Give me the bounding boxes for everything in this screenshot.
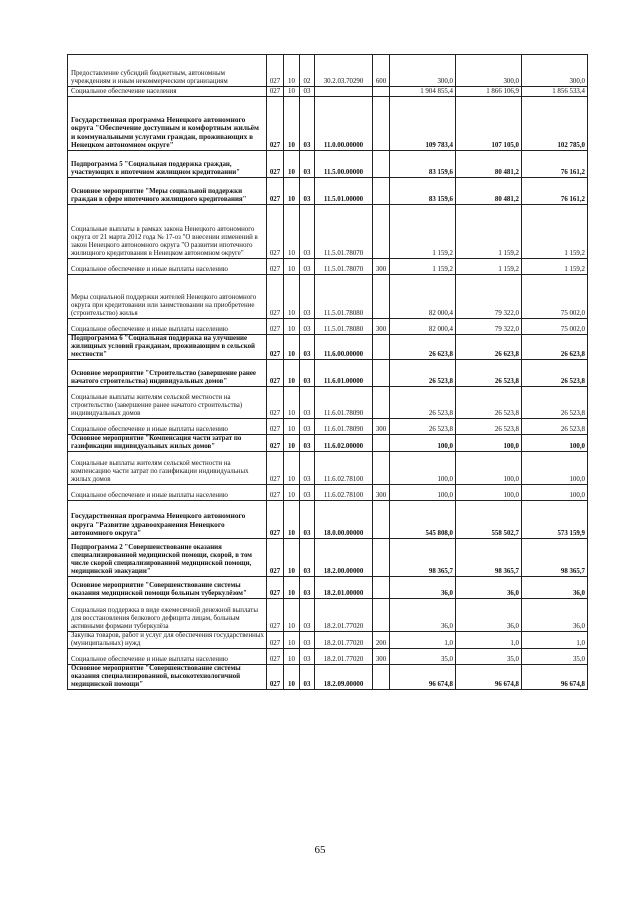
code-target-article: 11.6.01.78090 — [315, 387, 373, 419]
amount-year-2: 26 523,8 — [456, 387, 522, 419]
budget-line-name: Государственная программа Ненецкого автономного округа "Обеспечение доступным и комфортным жильём и коммунальными услугами граждан, проживающих в Ненецком автономном округе" — [68, 97, 267, 151]
budget-line-name: Основное мероприятие "Строительство (завершение ранее начатого строительства) индивидуальных домов" — [68, 360, 267, 387]
budget-line-name: Социальное обеспечение населения — [68, 87, 267, 97]
budget-line-name: Подпрограмма 2 "Совершенствование оказания специализированной медицинской помощи, скорой, в том числе скорой специализированной медицинской помощи, медицинской эвакуации" — [68, 539, 267, 577]
amount-year-1: 26 523,8 — [390, 387, 456, 419]
code-grbs: 027 — [267, 577, 284, 599]
code-grbs: 027 — [267, 452, 284, 485]
table-row — [68, 485, 588, 501]
code-target-article: 11.6.02.00000 — [315, 435, 373, 452]
code-section: 10 — [284, 205, 300, 259]
code-expense-type — [373, 435, 390, 452]
code-target-article: 18.2.01.77020 — [315, 632, 373, 649]
code-subsection: 03 — [300, 419, 315, 435]
code-expense-type: 300 — [373, 649, 390, 665]
amount-year-3: 35,0 — [522, 649, 588, 665]
table-row — [68, 599, 588, 632]
code-grbs: 027 — [267, 87, 284, 97]
code-target-article: 18.2.00.00000 — [315, 539, 373, 577]
code-subsection: 03 — [300, 452, 315, 485]
amount-year-3: 26 623,8 — [522, 335, 588, 360]
amount-year-3: 102 785,0 — [522, 97, 588, 151]
code-subsection: 03 — [300, 665, 315, 690]
amount-year-2: 80 481,2 — [456, 178, 522, 205]
code-section: 10 — [284, 665, 300, 690]
code-subsection: 03 — [300, 632, 315, 649]
code-expense-type — [373, 577, 390, 599]
amount-year-1: 82 000,4 — [390, 319, 456, 335]
budget-line-name: Основное мероприятие "Меры социальной поддержки граждан в сфере ипотечного жилищного кредитования" — [68, 178, 267, 205]
amount-year-2: 1 159,2 — [456, 259, 522, 275]
budget-line-name: Социальное обеспечение и иные выплаты населению — [68, 649, 267, 665]
amount-year-3: 98 365,7 — [522, 539, 588, 577]
code-subsection: 03 — [300, 360, 315, 387]
amount-year-2: 80 481,2 — [456, 151, 522, 178]
code-grbs: 027 — [267, 97, 284, 151]
amount-year-1: 109 783,4 — [390, 97, 456, 151]
code-section: 10 — [284, 452, 300, 485]
code-section: 10 — [284, 435, 300, 452]
code-grbs: 027 — [267, 485, 284, 501]
amount-year-1: 26 623,8 — [390, 335, 456, 360]
code-grbs: 027 — [267, 275, 284, 319]
budget-line-name: Социальные выплаты жителям сельской местности на строительство (завершение ранее начатого строительства) индивидуальных домов — [68, 387, 267, 419]
code-expense-type — [373, 360, 390, 387]
amount-year-3: 36,0 — [522, 577, 588, 599]
code-subsection: 03 — [300, 435, 315, 452]
table-row — [68, 539, 588, 577]
code-subsection: 03 — [300, 335, 315, 360]
code-target-article: 30.2.03.70290 — [315, 55, 373, 87]
code-section: 10 — [284, 360, 300, 387]
code-grbs: 027 — [267, 178, 284, 205]
code-section: 10 — [284, 577, 300, 599]
code-target-article: 18.2.09.00000 — [315, 665, 373, 690]
code-target-article: 18.2.01.77020 — [315, 649, 373, 665]
amount-year-1: 300,0 — [390, 55, 456, 87]
amount-year-3: 100,0 — [522, 485, 588, 501]
table-row — [68, 501, 588, 539]
code-section: 10 — [284, 55, 300, 87]
table-row — [68, 360, 588, 387]
code-expense-type — [373, 452, 390, 485]
page-number: 65 — [314, 844, 326, 856]
code-subsection: 03 — [300, 205, 315, 259]
amount-year-3: 26 523,8 — [522, 419, 588, 435]
amount-year-1: 1,0 — [390, 632, 456, 649]
code-subsection: 03 — [300, 485, 315, 501]
amount-year-3: 300,0 — [522, 55, 588, 87]
budget-line-name: Социальные выплаты в рамках закона Ненецкого автономного округа от 21 марта 2012 года № 17-оз "О внесении изменений в закон Ненецкого автономного округа "О развитии ипотечного жилищного кредитования в Ненецком автономном округе" — [68, 205, 267, 259]
code-grbs: 027 — [267, 360, 284, 387]
code-subsection: 03 — [300, 151, 315, 178]
budget-table-body — [68, 55, 588, 690]
code-subsection: 02 — [300, 55, 315, 87]
amount-year-1: 545 808,0 — [390, 501, 456, 539]
amount-year-2: 1 866 106,9 — [456, 87, 522, 97]
amount-year-2: 96 674,8 — [456, 665, 522, 690]
code-expense-type — [373, 275, 390, 319]
amount-year-2: 26 523,8 — [456, 360, 522, 387]
table-row — [68, 87, 588, 97]
budget-line-name: Закупка товаров, работ и услуг для обеспечения государственных (муниципальных) нужд — [68, 632, 267, 649]
budget-line-name: Подпрограмма 5 "Социальная поддержка граждан, участвующих в ипотечном жилищном кредитовании" — [68, 151, 267, 178]
budget-line-name: Социальное обеспечение и иные выплаты населению — [68, 419, 267, 435]
budget-line-name: Предоставление субсидий бюджетным, автономным учреждениям и иным некоммерческим организациям — [68, 55, 267, 87]
code-subsection: 03 — [300, 387, 315, 419]
table-row — [68, 319, 588, 335]
amount-year-2: 26 523,8 — [456, 419, 522, 435]
amount-year-1: 100,0 — [390, 435, 456, 452]
amount-year-1: 82 000,4 — [390, 275, 456, 319]
code-target-article: 11.5.01.78070 — [315, 259, 373, 275]
code-subsection: 03 — [300, 649, 315, 665]
code-expense-type: 300 — [373, 259, 390, 275]
amount-year-3: 76 161,2 — [522, 151, 588, 178]
code-grbs: 027 — [267, 632, 284, 649]
amount-year-2: 36,0 — [456, 577, 522, 599]
code-expense-type — [373, 665, 390, 690]
table-row — [68, 259, 588, 275]
table-row — [68, 435, 588, 452]
code-grbs: 027 — [267, 649, 284, 665]
code-expense-type — [373, 178, 390, 205]
amount-year-3: 573 159,9 — [522, 501, 588, 539]
table-row — [68, 649, 588, 665]
amount-year-1: 36,0 — [390, 577, 456, 599]
code-grbs: 027 — [267, 55, 284, 87]
code-target-article: 11.5.00.00000 — [315, 151, 373, 178]
code-subsection: 03 — [300, 178, 315, 205]
code-expense-type — [373, 205, 390, 259]
code-grbs: 027 — [267, 151, 284, 178]
code-subsection: 03 — [300, 539, 315, 577]
code-subsection: 03 — [300, 501, 315, 539]
budget-table — [67, 54, 588, 690]
code-expense-type: 600 — [373, 55, 390, 87]
code-section: 10 — [284, 178, 300, 205]
amount-year-2: 98 365,7 — [456, 539, 522, 577]
amount-year-3: 96 674,8 — [522, 665, 588, 690]
amount-year-1: 96 674,8 — [390, 665, 456, 690]
amount-year-3: 1 856 533,4 — [522, 87, 588, 97]
code-subsection: 03 — [300, 97, 315, 151]
code-target-article: 11.6.02.78100 — [315, 485, 373, 501]
code-grbs: 027 — [267, 419, 284, 435]
code-target-article: 18.2.01.00000 — [315, 577, 373, 599]
code-target-article: 11.6.01.78090 — [315, 419, 373, 435]
code-section: 10 — [284, 539, 300, 577]
amount-year-2: 300,0 — [456, 55, 522, 87]
code-section: 10 — [284, 151, 300, 178]
amount-year-2: 100,0 — [456, 452, 522, 485]
amount-year-2: 107 105,0 — [456, 97, 522, 151]
code-expense-type: 300 — [373, 419, 390, 435]
code-target-article: 11.5.01.78080 — [315, 275, 373, 319]
amount-year-2: 558 502,7 — [456, 501, 522, 539]
amount-year-2: 1,0 — [456, 632, 522, 649]
table-row — [68, 419, 588, 435]
amount-year-3: 1,0 — [522, 632, 588, 649]
amount-year-3: 100,0 — [522, 435, 588, 452]
table-row — [68, 205, 588, 259]
amount-year-2: 35,0 — [456, 649, 522, 665]
amount-year-1: 35,0 — [390, 649, 456, 665]
amount-year-2: 36,0 — [456, 599, 522, 632]
amount-year-1: 1 159,2 — [390, 259, 456, 275]
code-target-article: 11.5.01.78070 — [315, 205, 373, 259]
amount-year-3: 1 159,2 — [522, 205, 588, 259]
code-subsection: 03 — [300, 577, 315, 599]
code-grbs: 027 — [267, 435, 284, 452]
budget-line-name: Меры социальной поддержки жителей Ненецкого автономного округа при кредитовании или заимствовании на приобретение (строительство) жилья — [68, 275, 267, 319]
amount-year-3: 26 523,8 — [522, 360, 588, 387]
budget-line-name: Основное мероприятие "Совершенствование системы оказания специализированной, высокотехнологичной медицинской помощи" — [68, 665, 267, 690]
budget-line-name: Основное мероприятие "Компенсация части затрат по газификации индивидуальных жилых домов" — [68, 435, 267, 452]
budget-line-name: Государственная программа Ненецкого автономного округа "Развитие здравоохранения Ненецкого автономного округа" — [68, 501, 267, 539]
code-section: 10 — [284, 649, 300, 665]
code-expense-type: 200 — [373, 632, 390, 649]
amount-year-1: 26 523,8 — [390, 419, 456, 435]
code-section: 10 — [284, 97, 300, 151]
code-section: 10 — [284, 87, 300, 97]
amount-year-2: 79 322,0 — [456, 275, 522, 319]
table-row — [68, 577, 588, 599]
code-grbs: 027 — [267, 387, 284, 419]
code-subsection: 03 — [300, 319, 315, 335]
code-target-article: 18.2.01.77020 — [315, 599, 373, 632]
code-subsection: 03 — [300, 259, 315, 275]
code-expense-type: 300 — [373, 485, 390, 501]
code-subsection: 03 — [300, 275, 315, 319]
budget-line-name: Социальные выплаты жителям сельской местности на компенсацию части затрат по газификации индивидуальных жилых домов — [68, 452, 267, 485]
code-target-article: 18.0.00.00000 — [315, 501, 373, 539]
code-section: 10 — [284, 387, 300, 419]
amount-year-3: 100,0 — [522, 452, 588, 485]
code-grbs: 027 — [267, 599, 284, 632]
amount-year-3: 76 161,2 — [522, 178, 588, 205]
amount-year-2: 100,0 — [456, 485, 522, 501]
code-expense-type — [373, 151, 390, 178]
code-section: 10 — [284, 259, 300, 275]
code-target-article: 11.5.01.00000 — [315, 178, 373, 205]
amount-year-1: 1 904 855,4 — [390, 87, 456, 97]
amount-year-3: 26 523,8 — [522, 387, 588, 419]
code-grbs: 027 — [267, 539, 284, 577]
amount-year-3: 36,0 — [522, 599, 588, 632]
code-section: 10 — [284, 485, 300, 501]
amount-year-3: 75 002,0 — [522, 319, 588, 335]
code-section: 10 — [284, 335, 300, 360]
amount-year-1: 83 159,6 — [390, 151, 456, 178]
code-target-article: 11.6.01.00000 — [315, 360, 373, 387]
amount-year-2: 79 322,0 — [456, 319, 522, 335]
code-expense-type — [373, 539, 390, 577]
code-expense-type: 300 — [373, 319, 390, 335]
table-row — [68, 335, 588, 360]
table-row — [68, 151, 588, 178]
table-row — [68, 452, 588, 485]
code-expense-type — [373, 599, 390, 632]
code-target-article: 11.6.02.78100 — [315, 452, 373, 485]
table-row — [68, 178, 588, 205]
table-row — [68, 387, 588, 419]
budget-line-name: Социальное обеспечение и иные выплаты населению — [68, 485, 267, 501]
code-section: 10 — [284, 275, 300, 319]
code-grbs: 027 — [267, 665, 284, 690]
code-expense-type — [373, 97, 390, 151]
code-expense-type — [373, 387, 390, 419]
amount-year-1: 36,0 — [390, 599, 456, 632]
code-section: 10 — [284, 632, 300, 649]
amount-year-2: 1 159,2 — [456, 205, 522, 259]
amount-year-3: 75 002,0 — [522, 275, 588, 319]
code-section: 10 — [284, 319, 300, 335]
budget-line-name: Социальное обеспечение и иные выплаты населению — [68, 319, 267, 335]
amount-year-2: 100,0 — [456, 435, 522, 452]
budget-line-name: Социальное обеспечение и иные выплаты населению — [68, 259, 267, 275]
amount-year-1: 100,0 — [390, 485, 456, 501]
amount-year-2: 26 623,8 — [456, 335, 522, 360]
budget-line-name: Основное мероприятие "Совершенствование системы оказания медицинской помощи больным туберкулёзом" — [68, 577, 267, 599]
code-grbs: 027 — [267, 205, 284, 259]
code-target-article — [315, 87, 373, 97]
amount-year-1: 26 523,8 — [390, 360, 456, 387]
table-row — [68, 97, 588, 151]
code-grbs: 027 — [267, 501, 284, 539]
code-subsection: 03 — [300, 87, 315, 97]
amount-year-1: 1 159,2 — [390, 205, 456, 259]
budget-line-name: Подпрограмма 6 "Социальная поддержка на улучшение жилищных условий гражданам, проживающим в сельской местности" — [68, 335, 267, 360]
code-expense-type — [373, 335, 390, 360]
table-row — [68, 632, 588, 649]
code-expense-type — [373, 501, 390, 539]
amount-year-1: 83 159,6 — [390, 178, 456, 205]
code-section: 10 — [284, 599, 300, 632]
code-subsection: 03 — [300, 599, 315, 632]
code-section: 10 — [284, 501, 300, 539]
table-row — [68, 275, 588, 319]
budget-line-name: Социальная поддержка в виде ежемесячной денежной выплаты для восстановления белкового дефицита лицам, больным активными формами туберкулёза — [68, 599, 267, 632]
amount-year-3: 1 159,2 — [522, 259, 588, 275]
code-target-article: 11.0.00.00000 — [315, 97, 373, 151]
amount-year-1: 98 365,7 — [390, 539, 456, 577]
code-target-article: 11.5.01.78080 — [315, 319, 373, 335]
code-section: 10 — [284, 419, 300, 435]
code-grbs: 027 — [267, 335, 284, 360]
table-row — [68, 665, 588, 690]
code-grbs: 027 — [267, 259, 284, 275]
amount-year-1: 100,0 — [390, 452, 456, 485]
code-expense-type — [373, 87, 390, 97]
code-target-article: 11.6.00.00000 — [315, 335, 373, 360]
code-grbs: 027 — [267, 319, 284, 335]
table-row — [68, 55, 588, 87]
